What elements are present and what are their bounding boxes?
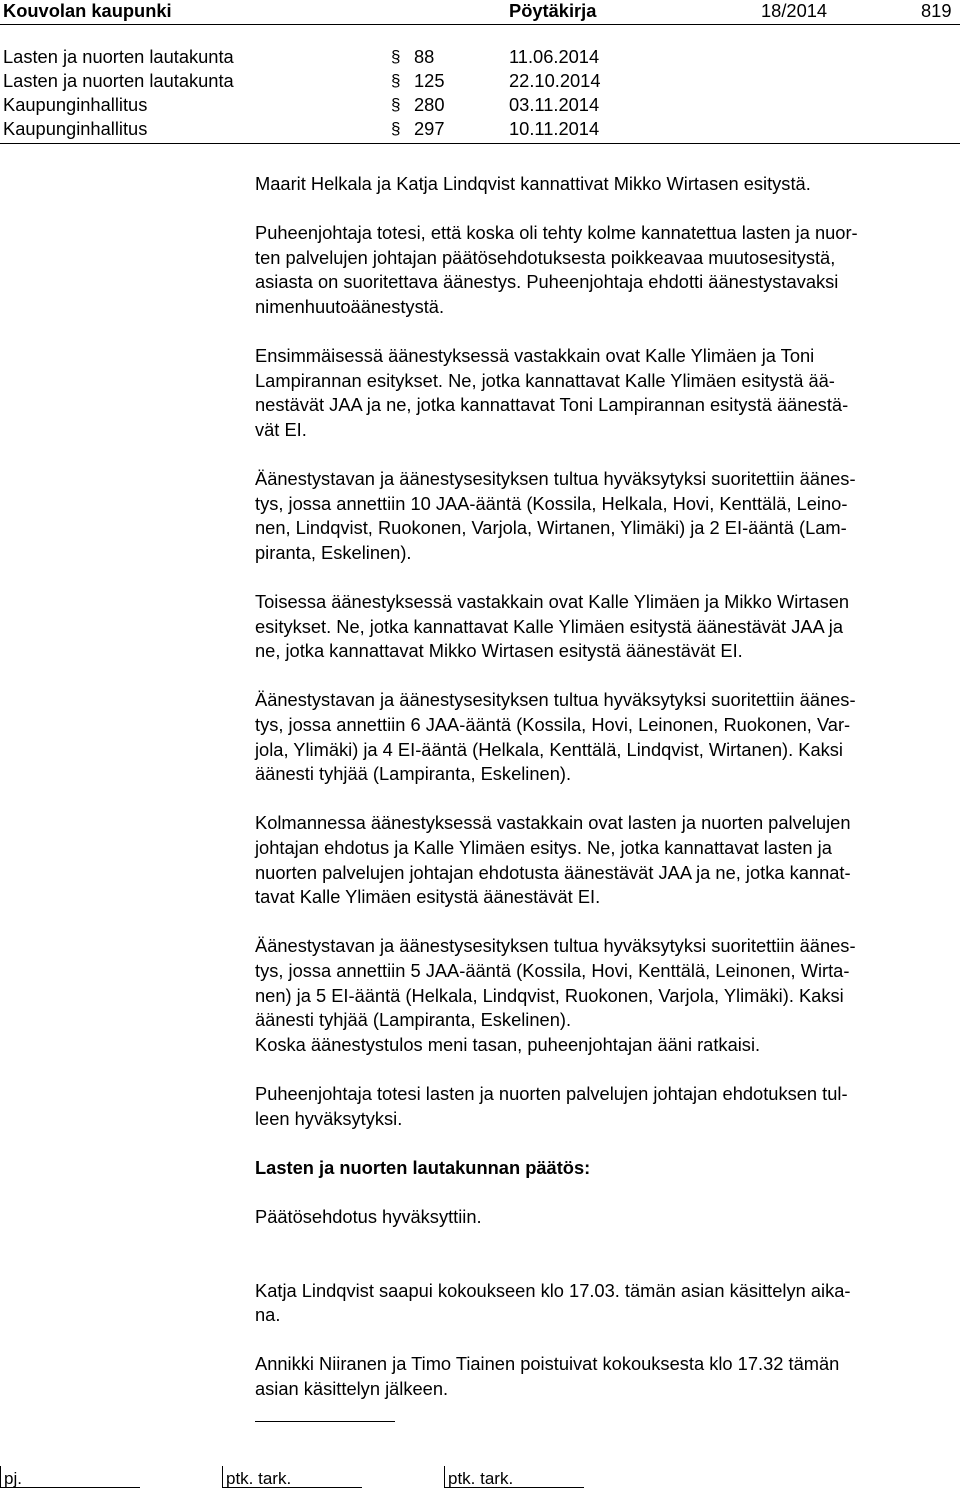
paragraph-chair-conclusion: Puheenjohtaja totesi lasten ja nuorten palvelujen johtajan ehdotuksen tul- leen hyväksytyksi. <box>255 1082 848 1129</box>
document-header <box>0 0 960 25</box>
history-date: 11.06.2014 <box>509 46 600 67</box>
history-body: Lasten ja nuorten lautakunta <box>3 46 234 67</box>
history-body: Kaupunginhallitus <box>3 118 148 139</box>
initials-reviewer-1-line <box>222 1487 362 1488</box>
section-sign: § <box>391 71 401 90</box>
history-date: 03.11.2014 <box>509 94 600 115</box>
paragraph-arrival-note: Katja Lindqvist saapui kokoukseen klo 17.03. tämän asian käsittelyn aika- na. <box>255 1279 851 1326</box>
initials-reviewer-1 <box>222 1466 362 1494</box>
page-footer <box>0 1466 960 1494</box>
history-date: 10.11.2014 <box>509 118 600 139</box>
paragraph-first-vote: Ensimmäisessä äänestyksessä vastakkain ovat Kalle Ylimäen ja Toni Lampirannan esitykset. Ne, jotka kannattavat Kalle Ylimäen esitystä ää- nestävät JAA ja ne, jotka kannattavat Toni Lampirannan esitystä äänestä- vät EI. <box>255 345 849 440</box>
issue-number: 18/2014 <box>761 0 828 21</box>
initials-reviewer-2 <box>444 1466 584 1494</box>
initials-chair-label: pj. <box>4 1469 22 1488</box>
document-type: Pöytäkirja <box>509 0 597 21</box>
organization-name: Kouvolan kaupunki <box>3 0 172 21</box>
paragraph-second-vote-result: Äänestystavan ja äänestysesityksen tultua hyväksytyksi suoritettiin äänes- tys, jossa annettiin 6 JAA-ääntä (Kossila, Hovi, Leinonen, Ruokonen, Var- jola, Ylimäki) ja 4 EI-ääntä (Helkala, Kenttälä, Lindqvist, Wirtanen). Kaksi äänesti tyhjää (Lampiranta, Eskelinen). <box>255 689 856 785</box>
initials-chair <box>0 1466 140 1494</box>
initials-reviewer-2-label: ptk. tark. <box>448 1469 514 1488</box>
initials-reviewer-2-line <box>444 1487 584 1488</box>
initials-reviewer-1-label: ptk. tark. <box>226 1469 292 1488</box>
history-section-number: 297 <box>414 118 445 139</box>
footer-tick <box>0 1466 1 1488</box>
history-section-number: 88 <box>414 46 435 67</box>
history-section-number: 125 <box>414 70 445 91</box>
signature-line <box>255 1421 395 1422</box>
section-sign: § <box>391 119 401 138</box>
paragraph-tie-note: Koska äänestystulos meni tasan, puheenjohtajan ääni ratkaisi. <box>255 1033 761 1055</box>
paragraph-first-vote-result: Äänestystavan ja äänestysesityksen tultua hyväksytyksi suoritettiin äänes- tys, jossa annettiin 10 JAA-ääntä (Kossila, Helkala, Hovi, Kenttälä, Leino- nen, Lindqvist, Ruokonen, Varjola, Wirtanen, Ylimäki) ja 2 EI-ääntä (Lam- piranta, Eskelinen). <box>255 468 856 563</box>
paragraph-chair-vote-proposal: Puheenjohtaja totesi, että koska oli tehty kolme kannatettua lasten ja nuor- ten palvelujen johtajan päätösehdotuksesta poikkeavaa muutosesitystä, asiasta on suoritettava äänestys. Puheenjohtaja ehdotti äänestystavaksi nimenhuutoäänestystä. <box>255 222 858 317</box>
history-body: Lasten ja nuorten lautakunta <box>3 70 234 91</box>
paragraph-departure-note: Annikki Niiranen ja Timo Tiainen poistuivat kokouksesta klo 17.32 tämän asian käsittelyn jälkeen. <box>255 1353 840 1399</box>
handling-history <box>0 45 960 144</box>
history-section-number: 280 <box>414 94 445 115</box>
paragraph-third-vote-result: Äänestystavan ja äänestysesityksen tultua hyväksytyksi suoritettiin äänes- tys, jossa annettiin 5 JAA-ääntä (Kossila, Hovi, Kenttälä, Leinonen, Wirta- nen) ja 5 EI-ääntä (Helkala, Lindqvist, Ruokonen, Varjola, Ylimäki). Kaksi äänesti tyhjää (Lampiranta, Eskelinen). <box>255 935 856 1031</box>
page-number: 819 <box>921 0 952 21</box>
paragraph-second-vote: Toisessa äänestyksessä vastakkain ovat Kalle Ylimäen ja Mikko Wirtasen esitykset. Ne, jotka kannattavat Kalle Ylimäen esitystä äänestävät JAA ja ne, jotka kannattavat Mikko Wirtasen esitystä äänestävät EI. <box>255 591 850 662</box>
decision-text: Päätösehdotus hyväksyttiin. <box>255 1205 482 1227</box>
paragraph-support: Maarit Helkala ja Katja Lindqvist kannattivat Mikko Wirtasen esitystä. <box>255 173 811 194</box>
history-body: Kaupunginhallitus <box>3 94 148 115</box>
footer-tick <box>444 1466 445 1488</box>
paragraph-third-vote: Kolmannessa äänestyksessä vastakkain ovat lasten ja nuorten palvelujen johtajan ehdotus ja Kalle Ylimäen esitys. Ne, jotka kannattavat lasten ja nuorten palvelujen johtajan ehdotusta äänestävät JAA ja ne, jotka kannat- tavat Kalle Ylimäen esitystä äänestävät EI. <box>255 812 851 908</box>
section-sign: § <box>391 47 401 66</box>
decision-heading: Lasten ja nuorten lautakunnan päätös: <box>255 1156 591 1178</box>
footer-tick <box>222 1466 223 1488</box>
minutes-body <box>255 172 955 1426</box>
history-date: 22.10.2014 <box>509 70 601 91</box>
section-sign: § <box>391 95 401 114</box>
initials-chair-line <box>0 1487 140 1488</box>
